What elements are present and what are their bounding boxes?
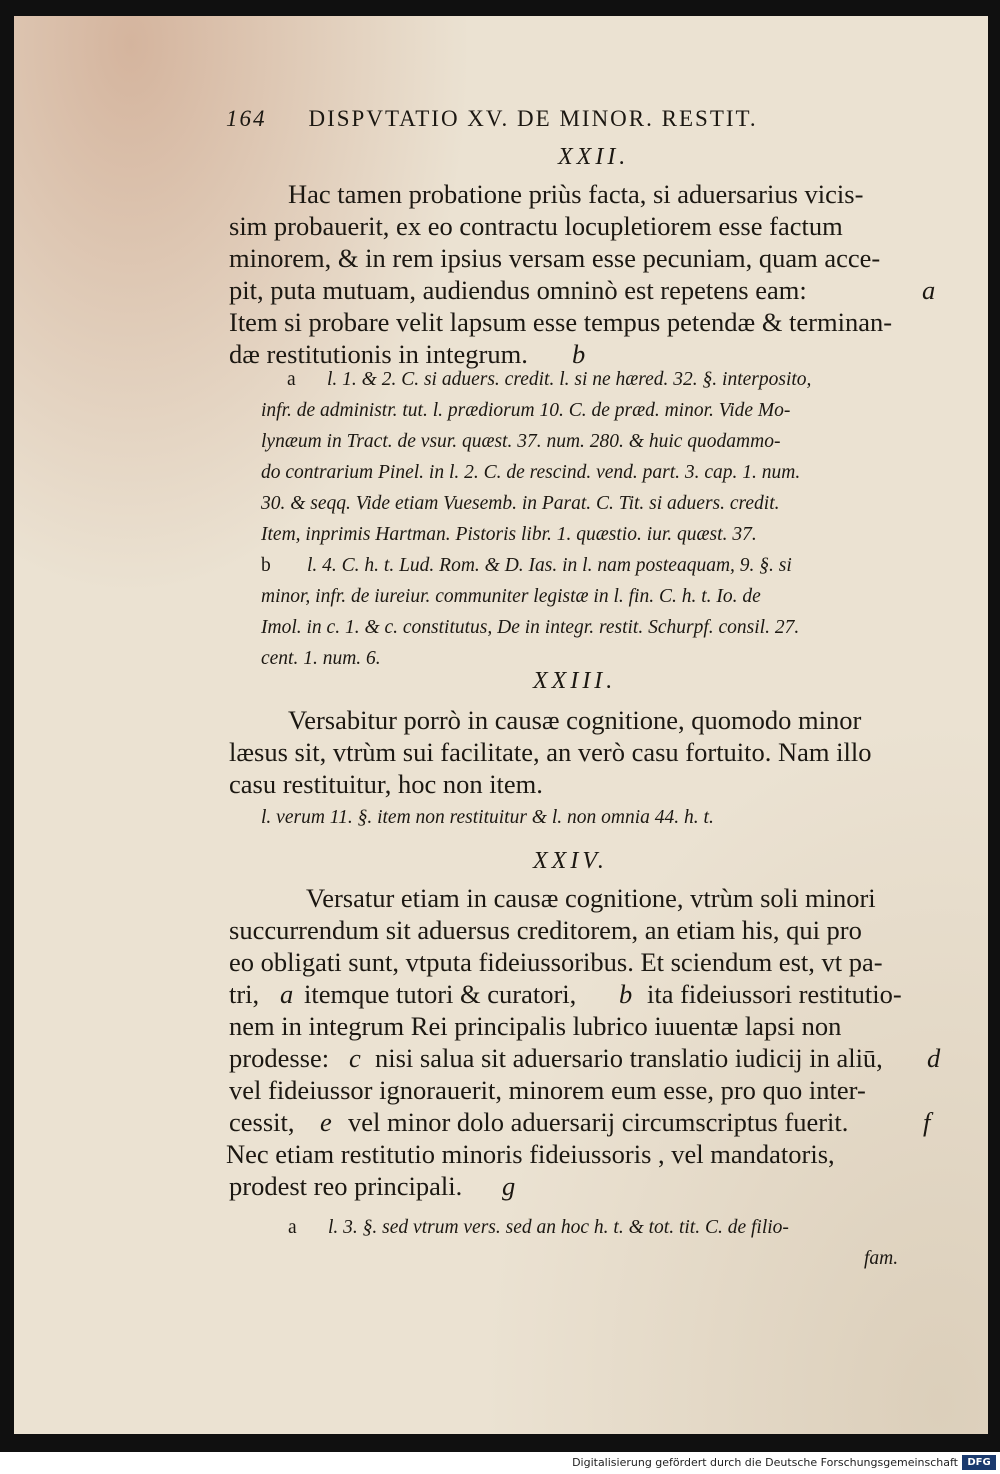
body-line: ita fideiussori restitutio-: [647, 979, 902, 1009]
note-line: infr. de administr. tut. l. prædiorum 10. C. de præd. minor. Vide Mo-: [261, 400, 791, 421]
section-heading-xxiii: XXIII.: [533, 668, 617, 694]
body-line: nisi salua sit aduersario translatio iudicij in aliū,: [375, 1043, 883, 1073]
footnote-marker: d: [927, 1043, 941, 1073]
footnote-marker: b: [619, 979, 633, 1009]
footnote-marker: b: [572, 339, 586, 369]
page-number: 164: [226, 106, 267, 131]
body-line: Hac tamen probatione priùs facta, si aduersarius vicis-: [288, 179, 864, 209]
body-line: nem in integrum Rei principalis lubrico iuuentæ lapsi non: [229, 1011, 842, 1041]
note-line: fam.: [864, 1248, 899, 1269]
note-line: Item, inprimis Hartman. Pistoris libr. 1. quæstio. iur. quæst. 37.: [261, 524, 757, 545]
book-page: [14, 16, 988, 1434]
section-heading-xxiv: XXIV.: [533, 848, 608, 874]
body-line: minorem, & in rem ipsius versam esse pecuniam, quam acce-: [229, 243, 881, 273]
body-line: Nec etiam restitutio minoris fideiussoris , vel mandatoris,: [226, 1139, 835, 1169]
note-line: l. 4. C. h. t. Lud. Rom. & D. Ias. in l. nam posteaquam, 9. §. si: [307, 555, 792, 576]
footnote-marker: f: [923, 1107, 931, 1137]
dfg-logo-icon: DFG: [962, 1455, 996, 1470]
note-line: l. 3. §. sed vtrum vers. sed an hoc h. t. & tot. tit. C. de filio-: [328, 1217, 789, 1238]
body-line: vel minor dolo aduersarij circumscriptus fuerit.: [348, 1107, 849, 1137]
footnote-marker: a: [280, 979, 294, 1009]
body-line: cessit,: [229, 1107, 295, 1137]
body-line: tri,: [229, 979, 260, 1009]
body-line: Versatur etiam in causæ cognitione, vtrùm soli minori: [306, 883, 876, 913]
note-marker: a: [288, 1217, 297, 1238]
body-line: vel fideiussor ignorauerit, minorem eum esse, pro quo inter-: [229, 1075, 866, 1105]
note-line: l. verum 11. §. item non restituitur & l. non omnia 44. h. t.: [261, 807, 714, 828]
section-heading-xxii: XXII.: [558, 144, 630, 170]
body-line: itemque tutori & curatori,: [304, 979, 577, 1009]
footnote-marker: g: [502, 1171, 516, 1201]
footnote-marker: e: [320, 1107, 332, 1137]
body-line: læsus sit, vtrùm sui facilitate, an verò casu fortuito. Nam illo: [229, 737, 872, 767]
note-line: lynæum in Tract. de vsur. quæst. 37. num. 280. & huic quodammo-: [261, 431, 781, 452]
body-line: Versabitur porrò in causæ cognitione, quomodo minor: [288, 705, 862, 735]
note-marker: b: [261, 555, 271, 576]
footnote-marker: c: [349, 1043, 361, 1073]
body-line: casu restituitur, hoc non item.: [229, 769, 543, 799]
body-line: dæ restitutionis in integrum.: [229, 339, 528, 369]
digitization-credit: Digitalisierung gefördert durch die Deutsche Forschungsgemeinschaft: [572, 1456, 958, 1469]
footnote-marker: a: [922, 275, 936, 305]
body-line: sim probauerit, ex eo contractu locupletiorem esse factum: [229, 211, 843, 241]
body-line: prodest reo principali.: [229, 1171, 463, 1201]
note-line: cent. 1. num. 6.: [261, 648, 381, 669]
body-line: pit, puta mutuam, audiendus omninò est repetens eam:: [229, 275, 807, 305]
note-line: Imol. in c. 1. & c. constitutus, De in integr. restit. Schurpf. consil. 27.: [261, 617, 800, 638]
footer-bar: [0, 1452, 1000, 1474]
note-line: minor, infr. de iureiur. communiter legistæ in l. fin. C. h. t. Io. de: [261, 586, 761, 607]
note-line: do contrarium Pinel. in l. 2. C. de rescind. vend. part. 3. cap. 1. num.: [261, 462, 801, 483]
body-line: succurrendum sit aduersus creditorem, an etiam his, qui pro: [229, 915, 862, 945]
note-line: l. 1. & 2. C. si aduers. credit. l. si ne hæred. 32. §. interposito,: [327, 369, 812, 390]
body-line: eo obligati sunt, vtputa fideiussoribus. Et sciendum est, vt pa-: [229, 947, 883, 977]
running-head-title: DISPVTATIO XV. DE MINOR. RESTIT.: [308, 106, 758, 131]
running-head: [226, 106, 758, 132]
note-marker: a: [287, 369, 296, 390]
body-line: Item si probare velit lapsum esse tempus petendæ & terminan-: [229, 307, 893, 337]
body-line: prodesse:: [229, 1043, 330, 1073]
note-line: 30. & seqq. Vide etiam Vuesemb. in Parat. C. Tit. si aduers. credit.: [261, 493, 780, 514]
